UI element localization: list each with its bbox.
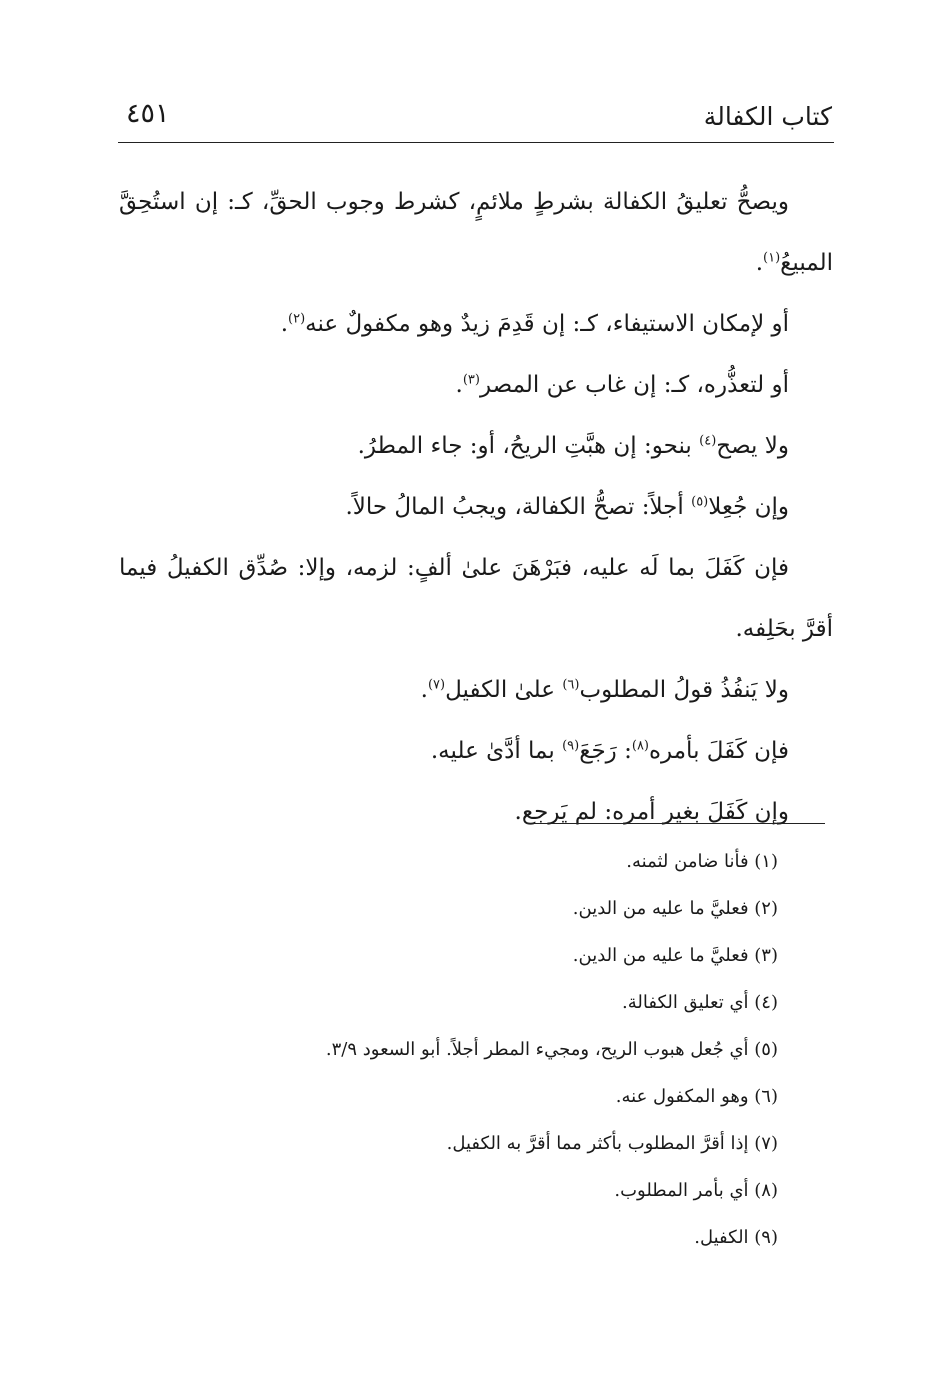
footnote: (٥) أي جُعل هبوب الريح، ومجيء المطر أجلاً. أبو السعود ٣/٩. (325, 1039, 778, 1060)
running-title: كتاب الكفالة (703, 102, 832, 131)
page-number: ٤٥١ (126, 98, 170, 129)
paragraph: أو لتعذُّره، كـ: إن غاب عن المصر$^{(٣)}$. (455, 372, 789, 398)
footnote-divider (527, 823, 825, 824)
page-header (118, 96, 834, 143)
footnote-ref: (٤) (699, 433, 717, 449)
footnote-ref: (٦) (562, 677, 580, 693)
footnote: (٨) أي بأمر المطلوب. (614, 1180, 778, 1201)
paragraph: أو لإمكان الاستيفاء، كـ: إن قَدِمَ زيدٌ وهو مكفولٌ عنه$^{(٢)}$. (280, 311, 789, 337)
footnote: (٦) وهو المكفول عنه. (615, 1086, 778, 1107)
footnote: (٤) أي تعليق الكفالة. (622, 992, 778, 1013)
footnote-ref: (٩) (562, 738, 580, 754)
paragraph: فإن كَفَلَ بأمره$^{(٨)}$: رَجَعَ$^{(٩)}$ بما أدَّىٰ عليه. (430, 738, 789, 764)
footnote: (٣) فعليَّ ما عليه من الدين. (572, 945, 778, 966)
footnote: (٢) فعليَّ ما عليه من الدين. (572, 898, 778, 919)
footnote-ref: (٣) (462, 372, 480, 388)
footnote-ref: (١) (763, 250, 781, 266)
footnote-ref: (٨) (631, 738, 649, 754)
paragraph: ولا يصح$^{(٤)}$ بنحو: إن هبَّتِ الريحُ، أو: جاء المطرُ. (357, 433, 789, 459)
paragraph: ويصحُّ تعليقُ الكفالة بشرطٍ ملائمٍ، كشرط وجوب الحقِّ، كـ: إن استُحِقَّ المبيعُ$^{(١)}$. (119, 189, 833, 276)
footnote-ref: (٧) (427, 677, 446, 693)
footnote-ref: (٢) (288, 311, 306, 327)
paragraph: ولا يَنفُذُ قولُ المطلوب$^{(٦)}$ علىٰ الكفيل$^{(٧)}$. (420, 677, 789, 703)
footnote: (٧) إذا أقرَّ المطلوب بأكثر مما أقرَّ به الكفيل. (446, 1133, 778, 1154)
footnote-ref: (٥) (691, 494, 709, 510)
footnotes (158, 838, 778, 1261)
paragraph: وإن كَفَلَ بغير أمره: لم يَرجع. (514, 799, 789, 825)
paragraph: وإن جُعِلا$^{(٥)}$ أجلاً: تصحُّ الكفالة، ويجبُ المالُ حالاً. (345, 494, 789, 520)
paragraph: فإن كَفَلَ بما لَه عليه، فبَرْهَنَ علىٰ ألفٍ: لزمه، وإلا: صُدِّق الكفيلُ فيما أقرَّ بحَلِفه. (119, 555, 833, 642)
main-text (119, 172, 833, 843)
footnote: (١) فأنا ضامن لثمنه. (626, 851, 778, 872)
footnote: (٩) الكفيل. (694, 1227, 778, 1248)
